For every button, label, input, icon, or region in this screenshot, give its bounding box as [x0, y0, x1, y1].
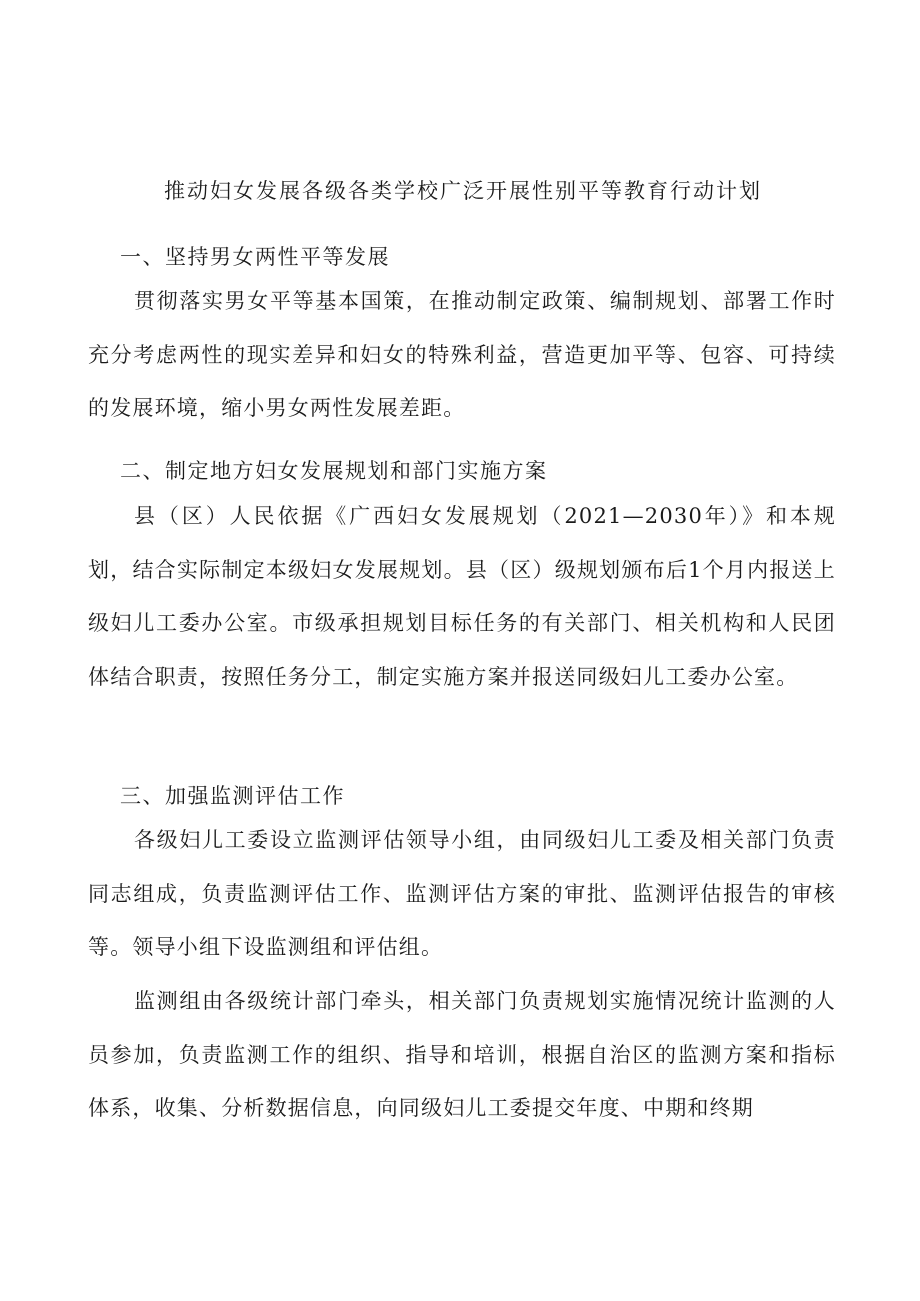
section-2-paragraph-1: 县（区）人民依据《广西妇女发展规划（2021—2030年）》和本规划，结合实际制定本级妇女发展规划。县（区）级规划颁布后1个月内报送上级妇儿工委办公室。市级承担规划目标任务的有关部门、相关机构和人民团体结合职责，按照任务分工，制定实施方案并报送同级妇儿工委办公室。 [88, 504, 836, 689]
section-3-paragraph-2: 监测组由各级统计部门牵头，相关部门负责规划实施情况统计监测的人员参加，负责监测工作的组织、指导和培训，根据自治区的监测方案和指标体系，收集、分析数据信息，向同级妇儿工委提交年度、中期和终期 [88, 989, 836, 1120]
section-heading-3: 三、加强监测评估工作 [120, 784, 345, 808]
section-heading-2: 二、制定地方妇女发展规划和部门实施方案 [120, 459, 548, 483]
section-heading-1: 一、坚持男女两性平等发展 [120, 245, 390, 269]
section-1-paragraph-1: 贯彻落实男女平等基本国策，在推动制定政策、编制规划、部署工作时充分考虑两性的现实差异和妇女的特殊利益，营造更加平等、包容、可持续的发展环境，缩小男女两性发展差距。 [88, 289, 836, 420]
document-title: 推动妇女发展各级各类学校广泛开展性别平等教育行动计划 [164, 179, 762, 203]
section-3-paragraph-1: 各级妇儿工委设立监测评估领导小组，由同级妇儿工委及相关部门负责同志组成，负责监测评估工作、监测评估方案的审批、监测评估报告的审核等。领导小组下设监测组和评估组。 [88, 828, 836, 959]
